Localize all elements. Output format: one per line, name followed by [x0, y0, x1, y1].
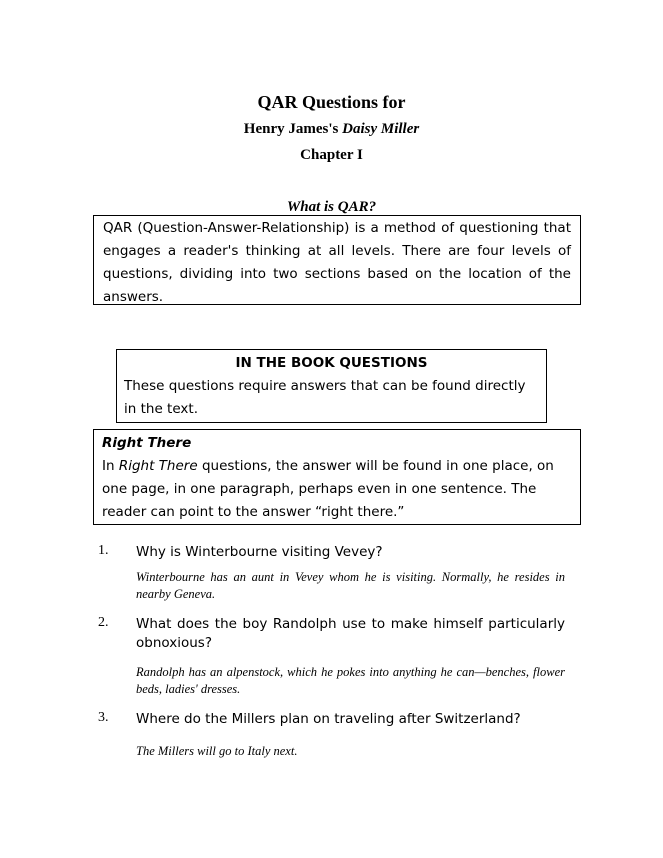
in-book-questions-box [116, 349, 547, 423]
question-number: 2. [98, 615, 109, 630]
page-subtitle [0, 121, 663, 138]
question-number: 1. [98, 543, 109, 558]
answer-text: Winterbourne has an aunt in Vevey whom he is visiting. Normally, he resides in nearby Geneva. [136, 570, 565, 601]
right-there-prefix: In [102, 458, 119, 474]
book-title: Daisy Miller [342, 121, 420, 137]
question-number: 3. [98, 710, 109, 725]
in-book-text: These questions require answers that can be found directly in the text. [124, 378, 526, 417]
qar-definition-text: QAR (Question-Answer-Relationship) is a method of questioning that engages a reader's thinking at all levels. There are four levels of questions, dividing into two sections based on the location of the answers. [103, 220, 571, 305]
answer-text: Randolph has an alpenstock, which he pokes into anything he can—benches, flower beds, ladies' dresses. [136, 665, 565, 696]
question-text: What does the boy Randolph use to make himself particularly obnoxious? [136, 616, 565, 651]
what-is-qar-heading: What is QAR? [286, 199, 377, 215]
page-title: QAR Questions for [257, 92, 406, 112]
chapter-heading: Chapter I [300, 147, 363, 163]
question-text: Where do the Millers plan on traveling after Switzerland? [136, 711, 521, 727]
in-book-heading: IN THE BOOK QUESTIONS [235, 355, 428, 371]
right-there-text [102, 455, 572, 524]
answer-text: The Millers will go to Italy next. [136, 744, 298, 758]
qar-definition-box [93, 215, 581, 305]
right-there-heading: Right There [102, 435, 192, 451]
right-there-rest: questions, the answer will be found in one place, on one page, in one paragraph, perhaps even in one sentence. The reader can point to the answer “right there.” [102, 458, 554, 520]
right-there-term: Right There [118, 458, 198, 474]
author-name: Henry James's [243, 121, 339, 137]
right-there-box [93, 429, 581, 525]
question-text: Why is Winterbourne visiting Vevey? [136, 544, 383, 560]
